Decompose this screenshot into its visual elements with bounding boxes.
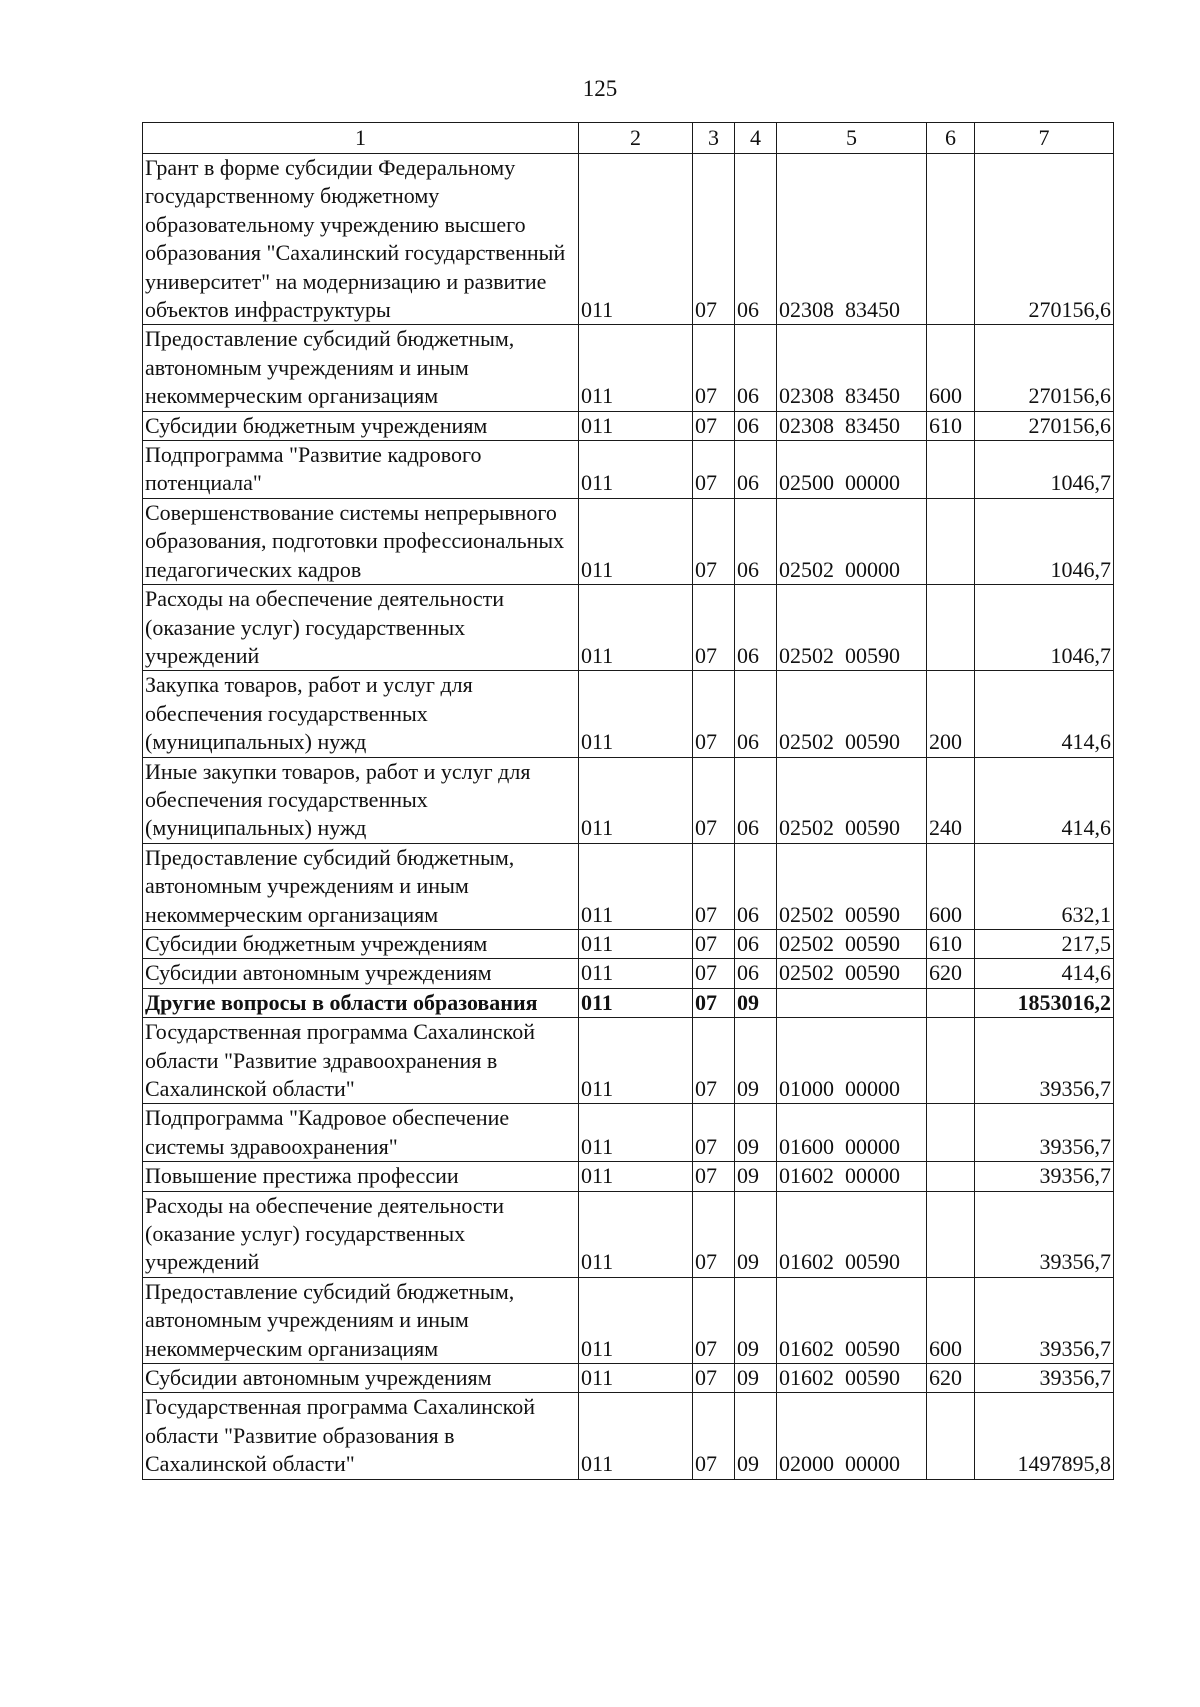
table-row	[143, 411, 1114, 440]
row-section-code: 07	[693, 988, 735, 1017]
row-expense-type-code	[927, 1191, 975, 1277]
table-row	[143, 325, 1114, 411]
row-section-code: 07	[693, 671, 735, 757]
row-name: Расходы на обеспечение деятельности (оказание услуг) государственных учреждений	[143, 1191, 579, 1277]
row-ministry-code: 011	[579, 441, 693, 499]
row-target-code: 01000 00000	[777, 1018, 927, 1104]
table-row	[143, 1162, 1114, 1191]
row-name: Закупка товаров, работ и услуг для обеспечения государственных (муниципальных) нужд	[143, 671, 579, 757]
table-row	[143, 1018, 1114, 1104]
row-name: Совершенствование системы непрерывного образования, подготовки профессиональных педагогических кадров	[143, 498, 579, 584]
row-amount: 39356,7	[975, 1162, 1114, 1191]
row-subsection-code: 06	[735, 498, 777, 584]
row-amount: 414,6	[975, 671, 1114, 757]
row-subsection-code: 09	[735, 1162, 777, 1191]
row-expense-type-code: 620	[927, 1364, 975, 1393]
page-number: 125	[582, 76, 618, 101]
table-header	[143, 123, 1114, 154]
row-amount: 270156,6	[975, 154, 1114, 325]
table-row	[143, 959, 1114, 988]
row-name: Подпрограмма "Развитие кадрового потенциала"	[143, 441, 579, 499]
table-row	[143, 1277, 1114, 1363]
row-expense-type-code: 620	[927, 959, 975, 988]
row-ministry-code: 011	[579, 1162, 693, 1191]
row-subsection-code: 06	[735, 671, 777, 757]
row-subsection-code: 06	[735, 929, 777, 958]
row-section-code: 07	[693, 498, 735, 584]
row-ministry-code: 011	[579, 1277, 693, 1363]
row-target-code: 02502 00590	[777, 671, 927, 757]
row-name: Предоставление субсидий бюджетным, автономным учреждениям и иным некоммерческим организациям	[143, 1277, 579, 1363]
row-target-code: 02502 00590	[777, 843, 927, 929]
row-expense-type-code: 610	[927, 411, 975, 440]
row-subsection-code: 06	[735, 441, 777, 499]
row-amount: 39356,7	[975, 1191, 1114, 1277]
table-row	[143, 988, 1114, 1017]
row-amount: 1046,7	[975, 585, 1114, 671]
row-target-code: 02502 00590	[777, 959, 927, 988]
row-expense-type-code: 200	[927, 671, 975, 757]
table-row	[143, 585, 1114, 671]
row-subsection-code: 06	[735, 843, 777, 929]
row-expense-type-code	[927, 1018, 975, 1104]
row-name: Другие вопросы в области образования	[143, 988, 579, 1017]
row-expense-type-code	[927, 1393, 975, 1479]
row-name: Субсидии бюджетным учреждениям	[143, 411, 579, 440]
header-col-2: 2	[579, 123, 693, 154]
row-expense-type-code	[927, 154, 975, 325]
table-row	[143, 1191, 1114, 1277]
row-expense-type-code	[927, 498, 975, 584]
row-section-code: 07	[693, 929, 735, 958]
row-subsection-code: 06	[735, 585, 777, 671]
header-col-6: 6	[927, 123, 975, 154]
row-name: Субсидии автономным учреждениям	[143, 1364, 579, 1393]
row-amount: 1046,7	[975, 441, 1114, 499]
table-body	[143, 154, 1114, 1480]
row-target-code: 02502 00000	[777, 498, 927, 584]
row-amount: 270156,6	[975, 325, 1114, 411]
row-section-code: 07	[693, 585, 735, 671]
row-name: Субсидии автономным учреждениям	[143, 959, 579, 988]
row-ministry-code: 011	[579, 154, 693, 325]
row-amount: 270156,6	[975, 411, 1114, 440]
row-expense-type-code	[927, 1162, 975, 1191]
row-ministry-code: 011	[579, 1191, 693, 1277]
row-target-code: 01600 00000	[777, 1104, 927, 1162]
table-row	[143, 154, 1114, 325]
row-name: Подпрограмма "Кадровое обеспечение системы здравоохранения"	[143, 1104, 579, 1162]
row-amount: 1497895,8	[975, 1393, 1114, 1479]
row-ministry-code: 011	[579, 1104, 693, 1162]
row-name: Повышение престижа профессии	[143, 1162, 579, 1191]
row-ministry-code: 011	[579, 325, 693, 411]
row-target-code: 01602 00590	[777, 1277, 927, 1363]
row-ministry-code: 011	[579, 1393, 693, 1479]
row-subsection-code: 09	[735, 1364, 777, 1393]
row-section-code: 07	[693, 1162, 735, 1191]
budget-table	[142, 122, 1114, 1480]
row-expense-type-code: 600	[927, 325, 975, 411]
row-target-code: 01602 00590	[777, 1364, 927, 1393]
row-section-code: 07	[693, 1277, 735, 1363]
row-name: Предоставление субсидий бюджетным, автономным учреждениям и иным некоммерческим организациям	[143, 843, 579, 929]
row-expense-type-code	[927, 988, 975, 1017]
table-row	[143, 671, 1114, 757]
row-target-code: 02000 00000	[777, 1393, 927, 1479]
row-expense-type-code: 600	[927, 843, 975, 929]
row-section-code: 07	[693, 959, 735, 988]
row-name: Государственная программа Сахалинской области "Развитие образования в Сахалинской области"	[143, 1393, 579, 1479]
row-ministry-code: 011	[579, 1018, 693, 1104]
row-expense-type-code: 610	[927, 929, 975, 958]
row-target-code: 01602 00000	[777, 1162, 927, 1191]
row-expense-type-code: 240	[927, 757, 975, 843]
row-target-code: 02308 83450	[777, 325, 927, 411]
row-subsection-code: 06	[735, 325, 777, 411]
row-subsection-code: 09	[735, 1277, 777, 1363]
header-col-5: 5	[777, 123, 927, 154]
row-section-code: 07	[693, 411, 735, 440]
row-expense-type-code: 600	[927, 1277, 975, 1363]
row-amount: 1046,7	[975, 498, 1114, 584]
row-amount: 217,5	[975, 929, 1114, 958]
row-subsection-code: 06	[735, 757, 777, 843]
row-target-code: 02502 00590	[777, 929, 927, 958]
row-ministry-code: 011	[579, 1364, 693, 1393]
row-target-code: 02502 00590	[777, 585, 927, 671]
row-amount: 39356,7	[975, 1364, 1114, 1393]
table-row	[143, 929, 1114, 958]
row-ministry-code: 011	[579, 929, 693, 958]
row-subsection-code: 09	[735, 1393, 777, 1479]
row-ministry-code: 011	[579, 411, 693, 440]
row-amount: 632,1	[975, 843, 1114, 929]
row-name: Иные закупки товаров, работ и услуг для обеспечения государственных (муниципальных) нужд	[143, 757, 579, 843]
row-expense-type-code	[927, 441, 975, 499]
row-section-code: 07	[693, 757, 735, 843]
row-amount: 1853016,2	[975, 988, 1114, 1017]
row-section-code: 07	[693, 325, 735, 411]
table-row	[143, 843, 1114, 929]
table-row	[143, 441, 1114, 499]
row-expense-type-code	[927, 585, 975, 671]
row-amount: 414,6	[975, 959, 1114, 988]
row-subsection-code: 06	[735, 154, 777, 325]
row-target-code: 02308 83450	[777, 411, 927, 440]
row-expense-type-code	[927, 1104, 975, 1162]
row-ministry-code: 011	[579, 757, 693, 843]
row-ministry-code: 011	[579, 585, 693, 671]
row-name: Субсидии бюджетным учреждениям	[143, 929, 579, 958]
row-name: Грант в форме субсидии Федеральному государственному бюджетному образовательному учреждению высшего образования "Сахалинский государственный университет" на модернизацию и развитие объектов инфраструктуры	[143, 154, 579, 325]
header-col-7: 7	[975, 123, 1114, 154]
row-section-code: 07	[693, 1104, 735, 1162]
row-name: Государственная программа Сахалинской области "Развитие здравоохранения в Сахалинской области"	[143, 1018, 579, 1104]
header-row	[143, 123, 1114, 154]
row-section-code: 07	[693, 843, 735, 929]
row-section-code: 07	[693, 1364, 735, 1393]
row-amount: 39356,7	[975, 1104, 1114, 1162]
row-section-code: 07	[693, 1018, 735, 1104]
header-col-1: 1	[143, 123, 579, 154]
table-row	[143, 757, 1114, 843]
row-name: Предоставление субсидий бюджетным, автономным учреждениям и иным некоммерческим организациям	[143, 325, 579, 411]
row-subsection-code: 09	[735, 988, 777, 1017]
row-amount: 39356,7	[975, 1018, 1114, 1104]
header-col-4: 4	[735, 123, 777, 154]
row-subsection-code: 09	[735, 1191, 777, 1277]
table-row	[143, 1364, 1114, 1393]
row-section-code: 07	[693, 154, 735, 325]
row-target-code: 02308 83450	[777, 154, 927, 325]
row-target-code: 02500 00000	[777, 441, 927, 499]
row-amount: 39356,7	[975, 1277, 1114, 1363]
row-target-code: 01602 00590	[777, 1191, 927, 1277]
row-section-code: 07	[693, 1393, 735, 1479]
row-section-code: 07	[693, 441, 735, 499]
row-subsection-code: 09	[735, 1104, 777, 1162]
row-ministry-code: 011	[579, 843, 693, 929]
header-col-3: 3	[693, 123, 735, 154]
row-ministry-code: 011	[579, 959, 693, 988]
row-target-code	[777, 988, 927, 1017]
row-ministry-code: 011	[579, 498, 693, 584]
table-row	[143, 1393, 1114, 1479]
row-subsection-code: 06	[735, 411, 777, 440]
table-row	[143, 1104, 1114, 1162]
row-subsection-code: 09	[735, 1018, 777, 1104]
row-ministry-code: 011	[579, 988, 693, 1017]
row-ministry-code: 011	[579, 671, 693, 757]
row-target-code: 02502 00590	[777, 757, 927, 843]
row-subsection-code: 06	[735, 959, 777, 988]
row-amount: 414,6	[975, 757, 1114, 843]
row-name: Расходы на обеспечение деятельности (оказание услуг) государственных учреждений	[143, 585, 579, 671]
row-section-code: 07	[693, 1191, 735, 1277]
table-row	[143, 498, 1114, 584]
